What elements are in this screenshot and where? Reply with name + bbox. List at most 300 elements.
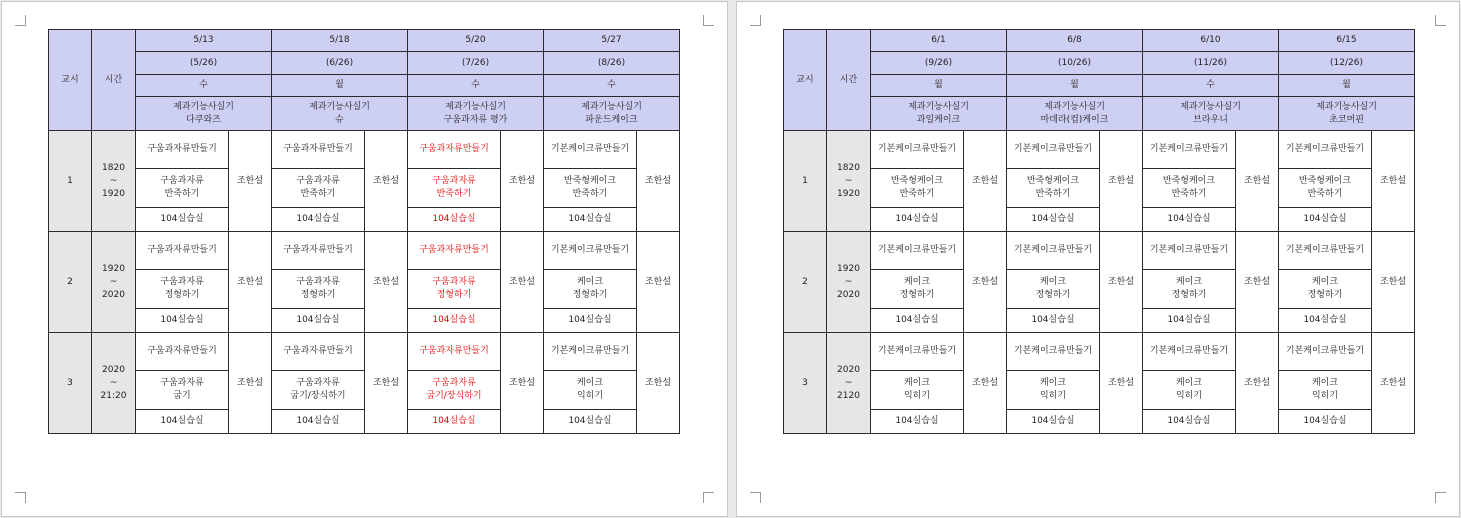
- period-time: [92, 333, 136, 434]
- cell-text: 조한설: [508, 175, 536, 186]
- cell-text: 수: [199, 80, 208, 90]
- cell-text: 구움과자류: [160, 176, 204, 186]
- week-day: [1143, 75, 1279, 97]
- cell-text: 조한설: [508, 276, 536, 287]
- period-time: [827, 131, 871, 232]
- cell-text: 반죽하기: [1307, 189, 1343, 199]
- cell-text: 마데라(컵)케이크: [1040, 114, 1109, 125]
- cell-text: 1920: [837, 188, 860, 199]
- slot-room: [136, 208, 229, 232]
- slot-title: [871, 333, 964, 371]
- cell-text: 2: [802, 276, 808, 287]
- cell-text: ~: [109, 276, 118, 287]
- slot-title: [136, 131, 229, 169]
- cell-text: 수: [1206, 80, 1215, 90]
- cell-text: 104실습실: [568, 315, 612, 325]
- cell-text: 케이크: [1175, 378, 1203, 388]
- corner-mark: [750, 15, 761, 26]
- week-subject: [871, 97, 1007, 131]
- cell-text: 월: [1070, 80, 1079, 90]
- slot-room: [544, 208, 637, 232]
- week-count: [408, 52, 544, 75]
- slot-room: [272, 208, 365, 232]
- slot-title: [871, 131, 964, 169]
- cell-text: 반죽형케이크: [563, 176, 617, 186]
- slot-title: [1143, 232, 1236, 270]
- period-number: [784, 131, 827, 232]
- slot-room: [408, 309, 501, 333]
- instructor-name: [229, 232, 272, 333]
- cell-text: 제과기능사실기: [173, 101, 234, 112]
- cell-text: 정형하기: [300, 290, 336, 300]
- cell-text: 기본케이크류만들기: [550, 245, 630, 255]
- slot-room: [871, 208, 964, 232]
- slot-task: [1007, 169, 1100, 208]
- cell-text: ~: [109, 175, 118, 186]
- cell-text: 조한설: [971, 175, 999, 186]
- cell-text: 파운드케이크: [585, 114, 638, 125]
- cell-text: 1920: [102, 188, 125, 199]
- slot-room: [136, 309, 229, 333]
- cell-text: 초코머핀: [1329, 114, 1364, 125]
- cell-text: 제과기능사실기: [1180, 101, 1241, 112]
- slot-room: [136, 410, 229, 434]
- cell-text: 21:20: [100, 390, 127, 401]
- slot-task: [871, 270, 964, 309]
- week-count: [1143, 52, 1279, 75]
- cell-text: 조한설: [1379, 276, 1407, 287]
- cell-text: 104실습실: [1031, 315, 1075, 325]
- week-subject: [1143, 97, 1279, 131]
- slot-task: [871, 169, 964, 208]
- cell-text: 104실습실: [160, 315, 204, 325]
- cell-text: 조한설: [971, 377, 999, 388]
- slot-room: [408, 410, 501, 434]
- cell-text: 시간: [839, 74, 858, 85]
- cell-text: 기본케이크류만들기: [1013, 144, 1093, 154]
- slot-title: [408, 333, 501, 371]
- instructor-name: [365, 232, 408, 333]
- cell-text: 반죽하기: [899, 189, 935, 199]
- period-number: [49, 232, 92, 333]
- slot-title: [1279, 131, 1372, 169]
- cell-text: (12/26): [1330, 57, 1363, 68]
- cell-text: 조한설: [1379, 175, 1407, 186]
- cell-text: 반죽하기: [164, 189, 200, 199]
- slot-task: [1143, 169, 1236, 208]
- cell-text: 구움과자류만들기: [283, 346, 353, 356]
- cell-text: 구움과자류만들기: [419, 245, 489, 255]
- cell-text: 104실습실: [1031, 214, 1075, 224]
- cell-text: 1: [67, 175, 73, 186]
- cell-text: 1820: [837, 162, 860, 173]
- cell-text: 구움과자류: [432, 378, 476, 388]
- cell-text: 반죽하기: [300, 189, 336, 199]
- cell-text: 반죽하기: [572, 189, 608, 199]
- cell-text: 반죽형케이크: [890, 176, 944, 186]
- cell-text: 기본케이크류만들기: [1285, 346, 1365, 356]
- cell-text: 기본케이크류만들기: [877, 144, 957, 154]
- cell-text: 익히기: [1039, 391, 1067, 401]
- cell-text: 교시: [61, 74, 79, 85]
- cell-text: 조한설: [372, 276, 400, 287]
- cell-text: 104실습실: [1303, 416, 1347, 426]
- cell-text: 조한설: [1107, 276, 1135, 287]
- cell-text: 기본케이크류만들기: [1013, 245, 1093, 255]
- slot-task: [1279, 270, 1372, 309]
- cell-text: 익히기: [1175, 391, 1203, 401]
- cell-text: 2020: [837, 364, 860, 375]
- cell-text: 104실습실: [1167, 315, 1211, 325]
- cell-text: 케이크: [1311, 277, 1339, 287]
- cell-text: 조한설: [508, 377, 536, 388]
- cell-text: 제과기능사실기: [908, 101, 969, 112]
- cell-text: 구움과자류만들기: [147, 245, 217, 255]
- period-time: [827, 333, 871, 434]
- cell-text: 104실습실: [296, 315, 340, 325]
- slot-room: [1279, 208, 1372, 232]
- instructor-name: [501, 232, 544, 333]
- header-time: [92, 30, 136, 131]
- header-period: [49, 30, 92, 131]
- cell-text: 조한설: [1243, 175, 1271, 186]
- cell-text: 제과기능사실기: [309, 101, 370, 112]
- instructor-name: [1372, 131, 1415, 232]
- cell-text: 제과기능사실기: [1316, 101, 1377, 112]
- slot-task: [1143, 270, 1236, 309]
- cell-text: 케이크: [576, 378, 604, 388]
- cell-text: 기본케이크류만들기: [550, 144, 630, 154]
- slot-task: [408, 371, 501, 410]
- cell-text: 2020: [102, 289, 125, 300]
- slot-title: [1143, 333, 1236, 371]
- slot-room: [544, 309, 637, 333]
- document-page-2: [737, 2, 1459, 516]
- week-subject: [1279, 97, 1415, 131]
- cell-text: 굽기: [173, 391, 191, 401]
- cell-text: 정형하기: [436, 290, 472, 300]
- cell-text: 3: [67, 377, 73, 388]
- week-date: [1143, 30, 1279, 52]
- slot-task: [1007, 371, 1100, 410]
- week-date: [544, 30, 680, 52]
- cell-text: (5/26): [189, 57, 218, 68]
- slot-title: [408, 232, 501, 270]
- slot-task: [871, 371, 964, 410]
- cell-text: 1920: [837, 263, 860, 274]
- corner-mark: [703, 492, 714, 503]
- cell-text: 조한설: [1243, 377, 1271, 388]
- week-day: [1279, 75, 1415, 97]
- instructor-name: [1100, 232, 1143, 333]
- instructor-name: [1236, 232, 1279, 333]
- instructor-name: [501, 333, 544, 434]
- week-day: [1007, 75, 1143, 97]
- cell-text: 굽기/장식하기: [426, 391, 482, 401]
- slot-task: [136, 270, 229, 309]
- cell-text: 익히기: [1311, 391, 1339, 401]
- instructor-name: [1100, 333, 1143, 434]
- slot-title: [272, 333, 365, 371]
- cell-text: 기본케이크류만들기: [550, 346, 630, 356]
- cell-text: 조한설: [971, 276, 999, 287]
- cell-text: 104실습실: [568, 214, 612, 224]
- cell-text: 3: [802, 377, 808, 388]
- week-day: [544, 75, 680, 97]
- slot-task: [544, 169, 637, 208]
- cell-text: 구움과자류만들기: [419, 346, 489, 356]
- cell-text: 구움과자류만들기: [147, 346, 217, 356]
- corner-mark: [15, 492, 26, 503]
- cell-text: 조한설: [236, 377, 264, 388]
- slot-title: [1279, 232, 1372, 270]
- cell-text: 6/8: [1067, 35, 1082, 45]
- cell-text: 104실습실: [895, 214, 939, 224]
- week-date: [408, 30, 544, 52]
- cell-text: (10/26): [1058, 57, 1091, 68]
- cell-text: 반죽형케이크: [1162, 176, 1216, 186]
- cell-text: 5/27: [601, 35, 622, 45]
- cell-text: 1: [802, 175, 808, 186]
- slot-room: [1279, 309, 1372, 333]
- schedule-table: [48, 29, 680, 434]
- slot-task: [272, 169, 365, 208]
- slot-title: [408, 131, 501, 169]
- cell-text: 익히기: [576, 391, 604, 401]
- slot-title: [1007, 232, 1100, 270]
- slot-title: [272, 232, 365, 270]
- cell-text: 케이크: [1039, 277, 1067, 287]
- cell-text: 조한설: [236, 175, 264, 186]
- slot-title: [544, 131, 637, 169]
- cell-text: 기본케이크류만들기: [1285, 144, 1365, 154]
- cell-text: 2120: [837, 390, 860, 401]
- cell-text: 교시: [796, 74, 814, 85]
- week-count: [1279, 52, 1415, 75]
- slot-room: [1007, 309, 1100, 333]
- slot-room: [1007, 410, 1100, 434]
- slot-task: [408, 270, 501, 309]
- cell-text: 104실습실: [160, 416, 204, 426]
- week-date: [136, 30, 272, 52]
- slot-room: [1007, 208, 1100, 232]
- cell-text: 조한설: [644, 175, 672, 186]
- slot-task: [272, 371, 365, 410]
- cell-text: 제과기능사실기: [445, 101, 506, 112]
- cell-text: 기본케이크류만들기: [1149, 144, 1229, 154]
- corner-mark: [750, 492, 761, 503]
- cell-text: 정형하기: [899, 290, 935, 300]
- cell-text: 104실습실: [895, 315, 939, 325]
- cell-text: ~: [844, 377, 853, 388]
- period-number: [784, 333, 827, 434]
- cell-text: 5/18: [329, 35, 350, 45]
- cell-text: 104실습실: [1031, 416, 1075, 426]
- cell-text: 구움과자류: [160, 378, 204, 388]
- instructor-name: [365, 131, 408, 232]
- cell-text: 브라우니: [1193, 114, 1228, 125]
- instructor-name: [1236, 333, 1279, 434]
- cell-text: 구움과자류만들기: [419, 144, 489, 154]
- cell-text: 6/15: [1336, 35, 1357, 45]
- week-count: [871, 52, 1007, 75]
- cell-text: 구움과자류만들기: [283, 144, 353, 154]
- cell-text: 조한설: [1379, 377, 1407, 388]
- cell-text: 2: [67, 276, 73, 287]
- instructor-name: [1372, 232, 1415, 333]
- cell-text: 월: [1342, 80, 1351, 90]
- cell-text: 104실습실: [296, 214, 340, 224]
- cell-text: 2020: [102, 364, 125, 375]
- cell-text: 기본케이크류만들기: [877, 245, 957, 255]
- instructor-name: [637, 333, 680, 434]
- cell-text: 104실습실: [568, 416, 612, 426]
- slot-title: [1143, 131, 1236, 169]
- slot-room: [272, 410, 365, 434]
- cell-text: 월: [934, 80, 943, 90]
- slot-task: [1143, 371, 1236, 410]
- cell-text: 기본케이크류만들기: [1013, 346, 1093, 356]
- cell-text: 구움과자류: [432, 176, 476, 186]
- cell-text: 104실습실: [1167, 416, 1211, 426]
- cell-text: 케이크: [576, 277, 604, 287]
- instructor-name: [964, 333, 1007, 434]
- cell-text: 104실습실: [1303, 214, 1347, 224]
- cell-text: 1820: [102, 162, 125, 173]
- cell-text: (6/26): [325, 57, 354, 68]
- cell-text: 정형하기: [1171, 290, 1207, 300]
- document-page-1: [2, 2, 727, 516]
- slot-room: [408, 208, 501, 232]
- cell-text: 과일케이크: [916, 114, 961, 125]
- corner-mark: [703, 15, 714, 26]
- cell-text: 104실습실: [432, 214, 476, 224]
- cell-text: 케이크: [903, 378, 931, 388]
- instructor-name: [229, 131, 272, 232]
- cell-text: 반죽형케이크: [1026, 176, 1080, 186]
- cell-text: 수: [607, 80, 616, 90]
- cell-text: 104실습실: [432, 315, 476, 325]
- corner-mark: [15, 15, 26, 26]
- period-time: [827, 232, 871, 333]
- slot-room: [871, 410, 964, 434]
- cell-text: 조한설: [644, 377, 672, 388]
- slot-task: [1279, 169, 1372, 208]
- slot-task: [136, 169, 229, 208]
- cell-text: 구움과자류만들기: [283, 245, 353, 255]
- slot-title: [544, 232, 637, 270]
- week-count: [136, 52, 272, 75]
- cell-text: 조한설: [372, 377, 400, 388]
- cell-text: ~: [844, 175, 853, 186]
- cell-text: 조한설: [1107, 377, 1135, 388]
- slot-room: [544, 410, 637, 434]
- week-date: [272, 30, 408, 52]
- cell-text: 월: [335, 80, 344, 90]
- slot-title: [1007, 131, 1100, 169]
- cell-text: 조한설: [644, 276, 672, 287]
- cell-text: (9/26): [924, 57, 953, 68]
- cell-text: 케이크: [903, 277, 931, 287]
- cell-text: 슈: [335, 114, 344, 125]
- cell-text: 구움과자류: [296, 176, 340, 186]
- period-number: [784, 232, 827, 333]
- cell-text: 구움과자류: [432, 277, 476, 287]
- week-day: [408, 75, 544, 97]
- cell-text: 구움과자류: [296, 378, 340, 388]
- cell-text: ~: [109, 377, 118, 388]
- cell-text: 수: [471, 80, 480, 90]
- cell-text: (8/26): [597, 57, 626, 68]
- cell-text: 정형하기: [1307, 290, 1343, 300]
- instructor-name: [1372, 333, 1415, 434]
- cell-text: 1920: [102, 263, 125, 274]
- week-subject: [272, 97, 408, 131]
- slot-task: [1279, 371, 1372, 410]
- instructor-name: [501, 131, 544, 232]
- week-count: [1007, 52, 1143, 75]
- cell-text: 기본케이크류만들기: [877, 346, 957, 356]
- cell-text: 구움과자류 평가: [443, 114, 508, 125]
- corner-mark: [1435, 492, 1446, 503]
- cell-text: 반죽하기: [1035, 189, 1071, 199]
- cell-text: 정형하기: [572, 290, 608, 300]
- cell-text: 굽기/장식하기: [290, 391, 346, 401]
- cell-text: 제과기능사실기: [581, 101, 642, 112]
- cell-text: 케이크: [1175, 277, 1203, 287]
- cell-text: 104실습실: [296, 416, 340, 426]
- cell-text: 104실습실: [1303, 315, 1347, 325]
- period-time: [92, 131, 136, 232]
- instructor-name: [964, 131, 1007, 232]
- slot-task: [1007, 270, 1100, 309]
- week-day: [272, 75, 408, 97]
- slot-room: [871, 309, 964, 333]
- cell-text: 익히기: [903, 391, 931, 401]
- cell-text: 기본케이크류만들기: [1285, 245, 1365, 255]
- cell-text: ~: [844, 276, 853, 287]
- period-number: [49, 333, 92, 434]
- cell-text: 2020: [837, 289, 860, 300]
- slot-room: [1143, 208, 1236, 232]
- cell-text: 6/10: [1200, 35, 1221, 45]
- header-period: [784, 30, 827, 131]
- week-subject: [544, 97, 680, 131]
- cell-text: 시간: [104, 74, 123, 85]
- period-number: [49, 131, 92, 232]
- slot-title: [136, 333, 229, 371]
- cell-text: 기본케이크류만들기: [1149, 346, 1229, 356]
- period-time: [92, 232, 136, 333]
- slot-room: [1143, 410, 1236, 434]
- slot-title: [544, 333, 637, 371]
- cell-text: 104실습실: [895, 416, 939, 426]
- cell-text: 반죽하기: [1171, 189, 1207, 199]
- cell-text: 케이크: [1039, 378, 1067, 388]
- slot-title: [1279, 333, 1372, 371]
- schedule-table: [783, 29, 1415, 434]
- cell-text: 반죽하기: [436, 189, 472, 199]
- cell-text: 조한설: [1107, 175, 1135, 186]
- slot-title: [1007, 333, 1100, 371]
- week-subject: [1007, 97, 1143, 131]
- week-date: [1279, 30, 1415, 52]
- instructor-name: [365, 333, 408, 434]
- cell-text: 제과기능사실기: [1044, 101, 1105, 112]
- slot-task: [408, 169, 501, 208]
- cell-text: 다쿠와즈: [186, 114, 221, 125]
- cell-text: 조한설: [1243, 276, 1271, 287]
